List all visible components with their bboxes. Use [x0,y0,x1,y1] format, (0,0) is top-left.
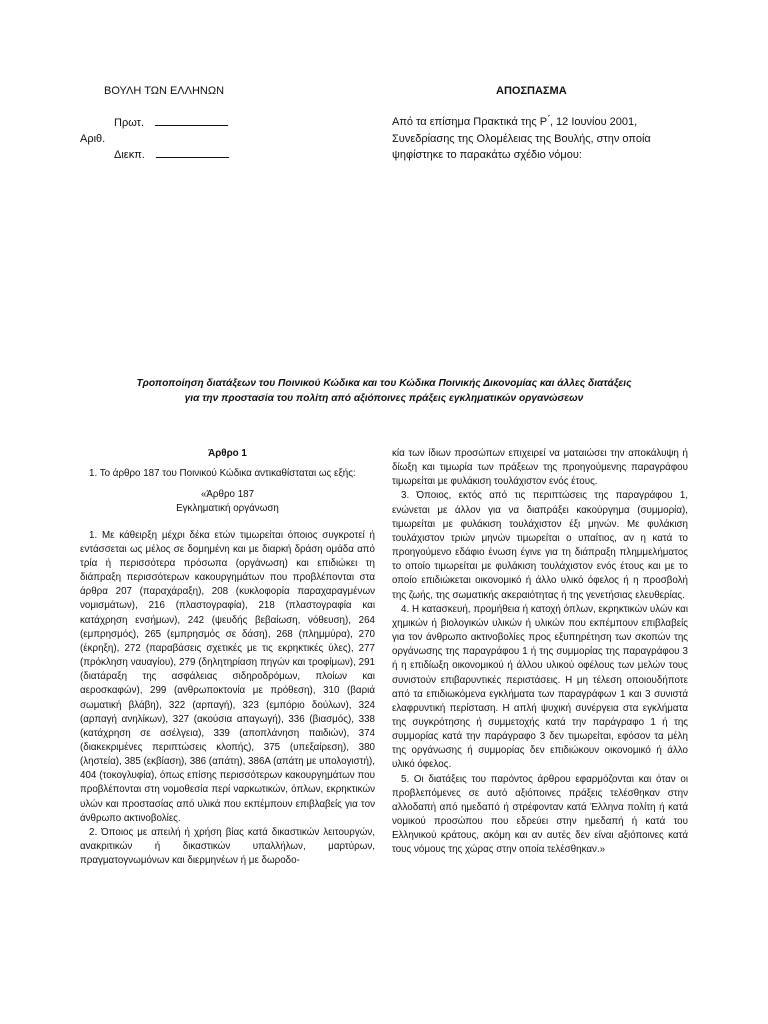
law-title-line: για την προστασία του πολίτη από αξιόποινες πράξεις εγκληματικών οργανώσεων [184,393,584,404]
prot-line [114,114,228,133]
intro-line: Συνεδρίασης της Ολομέλειας της Βουλής, στην οποία [392,132,651,145]
law-title [60,376,708,406]
paragraph: 1. Το άρθρο 187 του Ποινικού Κώδικα αντικαθίσταται ως εξής: [89,468,356,480]
paragraph: 4. Η κατασκευή, προμήθεια ή κατοχή όπλων, εκρηκτικών υλών και χημικών ή βιολογικών υλικών ή υλικών που εκπέμπουν επιβλαβείς για τον άνθρωπο ακτινοβολίες προς εξυπηρέτηση των σκοπών της οργάνωσης της παραγράφου 1 ή της συμμορίας της παραγράφου 3 ή η επιδίωξη οικονομικού ή άλλου υλικού οφέλους των μελών τους συνιστούν επιβαρυντικές περιστάσεις. Η μη τέλεση οποιουδήποτε από τα επιδιωκόμενα εγκλήματα των παραγράφων 1 και 3 συνιστά ελαφρυντική περίσταση. Η απλή ψυχική συνέργεια στα εγκλήματα της συγκρότησης ή συμμετοχής κατά την παράγραφο 1 ή της συμμορίας κατά την παράγραφο 3 δεν τιμωρείται, εφόσον τα μέλη της οργάνωσης ή συμμορίας δεν επιδιώκουν οικονομικό ή άλλο υλικό όφελος. [392,603,688,771]
left-column [80,447,375,868]
intro-line: ψηφίστηκε το παρακάτω σχέδιο νόμου: [392,149,582,161]
paragraph: 2. Όποιος με απειλή ή χρήση βίας κατά δικαστικών λειτουργών, ανακριτικών ή δικαστικών υπαλλήλων, μαρτύρων, πραγματογνωμόνων και διερμηνέων ή με δωροδο- [80,826,375,867]
prot-blank [155,115,228,126]
right-column [392,447,688,858]
prot-label: Πρωτ. [114,117,145,129]
intro-text [392,114,651,164]
diekp-blank [156,147,229,158]
quoted-article-heading: «Άρθρο 187 [200,489,255,501]
diekp-line [114,146,229,165]
paragraph: 1. Με κάθειρξη μέχρι δέκα ετών τιμωρείται όποιος συγκροτεί ή εντάσσεται ως μέλος σε δομημένη και με διαρκή δράση ομάδα από τρία ή περισσότερα πρόσωπα (οργάνωση) και επιδιώκει τη διάπραξη περισσότερων κακουργημάτων που προβλέπονται στα άρθρα 207 (παραχάραξη), 208 (κυκλοφορία παραχαραγμένων νομισμάτων), 216 (πλαστογραφία), 218 (πλαστογραφία και κατάχρηση ενσήμων), 242 (ψευδής βεβαίωση, νόθευση), 264 (εμπρησμός), 265 (εμπρησμός σε δάση), 268 (πλημμύρα), 270 (έκρηξη), 272 (παραβάσεις σχετικές με τις εκρηκτικές ύλες), 277 (πρόκληση ναυαγίου), 279 (δηλητηρίαση πηγών και τροφίμων), 291 (διατάραξη της ασφάλειας σιδηροδρόμων, πλοίων και αεροσκαφών), 299 (ανθρωποκτονία με πρόθεση), 310 (βαριά σωματική βλάβη), 322 (αρπαγή), 323 (εμπόριο δούλων), 324 (αρπαγή ανηλίκων), 327 (ακούσια απαγωγή), 336 (βιασμός), 338 (κατάχρηση σε ασέλγεια), 339 (αποπλάνηση παιδιών), 374 (διακεκριμένες περιπτώσεις κλοπής), 375 (υπεξαίρεση), 380 (ληστεία), 385 (εκβίαση), 386 (απάτη), 386Α (απάτη με υπολογιστή), 404 (τοκογλυφία), όπως επίσης περισσότερων κακουργημάτων που προβλέπονται στη νομοθεσία περί ναρκωτικών, όπλων, εκρηκτικών υλών και προστασίας από υλικά που εκπέμπουν επιβλαβείς για τον άνθρωπο ακτινοβολίες. [80,529,375,824]
diekp-label: Διεκπ. [114,149,145,161]
paragraph: 3. Όποιος, εκτός από τις περιπτώσεις της παραγράφου 1, ενώνεται με άλλον για να διαπράξει κακούργημα (συμμορία), τιμωρείται με φυλάκιση τουλάχιστον έξι μηνών. Με φυλάκιση τουλάχιστον τριών μηνών τιμωρείται ο υπαίτιος, αν η κατά το προηγούμενο εδάφιο ένωση έγινε για τη διάπραξη πλημμελήματος το οποίο τιμωρείται με φυλάκιση τουλάχιστον ενός έτους και με το οποίο επιδιώκεται οικονομικό ή άλλο υλικό όφελος ή η προσβολή της ζωής, της σωματικής ακεραιότητας ή της γενετήσιας ελευθερίας. [392,490,688,601]
law-title-line: Τροποποίηση διατάξεων του Ποινικού Κώδικα και του Κώδικα Ποινικής Δικονομίας και άλλες διατάξεις [136,378,632,389]
paragraph: 5. Οι διατάξεις του παρόντος άρθρου εφαρμόζονται και όταν οι προβλεπόμενες σε αυτό αξιόποινες πράξεις τελέσθηκαν στην αλλοδαπή από ημεδαπό ή στρέφονταν κατά Έλληνα πολίτη ή κατά νομικού προσώπου που εδρεύει στην ημεδαπή ή κατά του Ελληνικού κράτους, ακόμη και αν αυτές δεν είναι αξιόποινες κατά τους νόμους της χώρας στην οποία τελέσθηκαν.» [392,773,688,856]
doc-type: ΑΠΟΣΠΑΣΜΑ [496,85,567,97]
intro-line: Από τα επίσημα Πρακτικά της Ρ ́, 12 Ιουνίου 2001, [392,116,638,128]
arith-label: Αριθ. [80,133,106,145]
article-heading: Άρθρο 1 [208,448,247,459]
quoted-article-subheading: Εγκληματική οργάνωση [176,503,279,515]
paragraph: κία των ίδιων προσώπων επιχειρεί να ματαιώσει την αποκάλυψη ή δίωξη και τιμωρία των πράξεων της προηγούμενης παραγράφου τιμωρείται με φυλάκιση τουλάχιστον ενός έτους. [392,448,688,488]
parliament-name: ΒΟΥΛΗ ΤΩΝ ΕΛΛΗΝΩΝ [104,85,225,97]
